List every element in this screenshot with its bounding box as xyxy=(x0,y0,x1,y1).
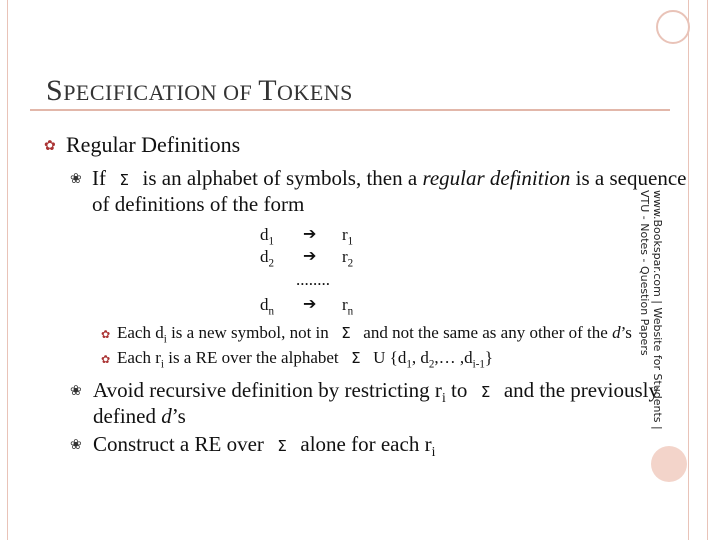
bullet-avoid-line-1: Avoid recursive definition by restricting $r_i$ to Σ and the previously xyxy=(93,378,659,406)
slide-title: SPECIFICATION OF TOKENS xyxy=(46,74,353,107)
paragraph-line-2: of definitions of the form xyxy=(92,192,305,216)
bullet-construct: Construct a RE over Σ alone for each $r_i$ xyxy=(93,432,436,460)
sub-bullet-1: Each $d_i$ is a new symbol, not in Σ and not the same as any other of the d’s xyxy=(117,323,632,346)
right-arrow-icon: ➔ xyxy=(303,246,317,265)
bullet-avoid-line-2: defined d’s xyxy=(93,404,186,428)
right-arrow-icon: ➔ xyxy=(303,224,317,243)
list-bullet-icon: ❀ xyxy=(70,172,82,187)
def-ellipsis: ........ xyxy=(296,270,330,289)
sigma-symbol: Σ xyxy=(119,171,129,189)
sub-bullet-2: Each $r_i$ is a RE over the alphabet Σ U {$d_1$, $d_2,\dots$ $,d_{i-1}$} xyxy=(117,348,494,371)
def-r2: $r_2$ xyxy=(342,247,354,270)
def-d2: $d_2$ xyxy=(260,247,275,270)
decorative-circle-bottom xyxy=(651,446,687,482)
side-text-line-1: www.Bookspar.com | Website for Students | xyxy=(651,190,664,430)
def-r1: $r_1$ xyxy=(342,225,354,248)
right-border-bar xyxy=(688,0,708,540)
list-bullet-icon: ✿ xyxy=(101,329,111,341)
decorative-circle-top xyxy=(656,10,690,44)
list-bullet-icon: ✿ xyxy=(101,354,111,366)
paragraph-line-1: If Σ is an alphabet of symbols, then a regular definition is a sequence xyxy=(92,166,687,190)
list-bullet-icon: ❀ xyxy=(70,438,82,453)
side-text-line-2: VTU - Notes - Question Papers xyxy=(638,190,651,356)
heading-regular-definitions: Regular Definitions xyxy=(66,132,241,157)
title-underline xyxy=(30,109,670,111)
def-d1: $d_1$ xyxy=(260,225,275,248)
def-dn: $d_n$ xyxy=(260,295,275,318)
right-arrow-icon: ➔ xyxy=(303,294,317,313)
list-bullet-icon: ✿ xyxy=(44,139,56,154)
list-bullet-icon: ❀ xyxy=(70,384,82,399)
sigma-symbol: Σ xyxy=(480,383,491,401)
sigma-symbol: Σ xyxy=(351,349,361,367)
def-rn: $r_n$ xyxy=(342,295,354,318)
side-watermark-text xyxy=(638,190,664,430)
sigma-symbol: Σ xyxy=(341,324,351,342)
sigma-symbol: Σ xyxy=(277,437,287,455)
left-border-line xyxy=(7,0,8,540)
